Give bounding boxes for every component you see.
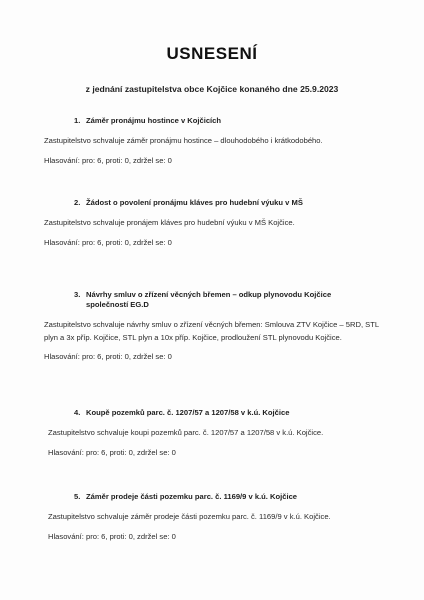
item-text: Zastupitelstvo schvaluje návrhy smluv o zřízení věcných břemen: Smlouva ZTV Kojčice – 5RD, STL plyn a 3x příp. Kojčice, STL plyn a 10x příp. Kojčice, prodloužení STL plynovodu Kojčice. bbox=[44, 320, 379, 342]
item-heading bbox=[44, 116, 394, 126]
item-vote: Hlasování: pro: 6, proti: 0, zdržel se: 0 bbox=[48, 531, 176, 541]
item-text: Zastupitelstvo schvaluje záměr prodeje části pozemku parc. č. 1169/9 v k.ú. Kojčice. bbox=[48, 512, 331, 521]
item-heading bbox=[44, 198, 394, 208]
item-title: Návrhy smluv o zřízení věcných břemen – odkup plynovodu Kojčice společností EG.D bbox=[86, 290, 332, 309]
resolution-item-1 bbox=[44, 116, 394, 165]
item-title: Záměr prodeje části pozemku parc. č. 1169/9 v k.ú. Kojčice bbox=[86, 492, 298, 501]
document-title: USNESENÍ bbox=[166, 44, 258, 63]
item-title: Záměr pronájmu hostince v Kojčicích bbox=[86, 116, 222, 125]
item-heading bbox=[44, 290, 394, 310]
item-text: Zastupitelstvo schvaluje koupi pozemků parc. č. 1207/57 a 1207/58 v k.ú. Kojčice. bbox=[48, 428, 324, 437]
resolution-item-2 bbox=[44, 198, 394, 247]
item-vote: Hlasování: pro: 6, proti: 0, zdržel se: 0 bbox=[44, 237, 172, 247]
resolution-item-4 bbox=[44, 408, 394, 457]
item-vote: Hlasování: pro: 6, proti: 0, zdržel se: 0 bbox=[48, 447, 176, 457]
item-title: Žádost o povolení pronájmu kláves pro hudební výuku v MŠ bbox=[86, 198, 303, 207]
item-vote: Hlasování: pro: 6, proti: 0, zdržel se: 0 bbox=[44, 155, 172, 165]
resolution-item-5 bbox=[44, 492, 394, 541]
item-heading bbox=[44, 408, 394, 418]
item-text: Zastupitelstvo schvaluje záměr pronájmu hostince – dlouhodobého i krátkodobého. bbox=[44, 136, 323, 145]
item-vote: Hlasování: pro: 6, proti: 0, zdržel se: 0 bbox=[44, 352, 172, 361]
item-number: 2. bbox=[74, 198, 81, 207]
document-subtitle: z jednání zastupitelstva obce Kojčice konaného dne 25.9.2023 bbox=[85, 84, 339, 94]
resolution-item-3 bbox=[44, 290, 394, 361]
item-text: Zastupitelstvo schvaluje pronájem kláves pro hudební výuku v MŠ Kojčice. bbox=[44, 218, 295, 227]
item-heading bbox=[44, 492, 394, 502]
item-number: 4. bbox=[74, 408, 81, 417]
item-number: 1. bbox=[74, 116, 81, 125]
item-title: Koupě pozemků parc. č. 1207/57 a 1207/58 v k.ú. Kojčice bbox=[86, 408, 290, 417]
item-number: 5. bbox=[74, 492, 81, 501]
item-number: 3. bbox=[74, 290, 81, 299]
